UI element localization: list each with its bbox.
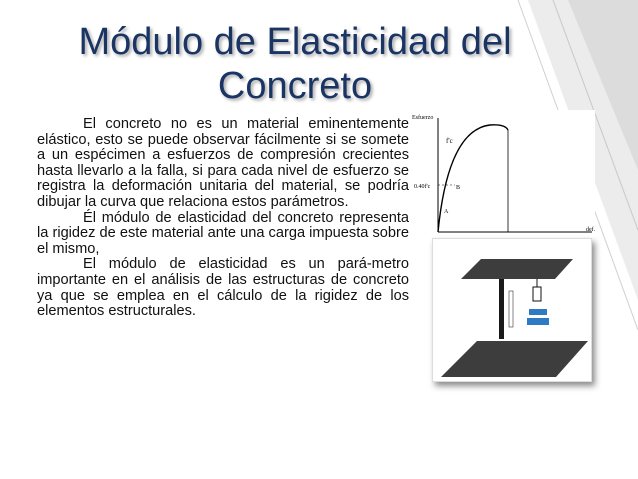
mid-label: 0.40f'c	[414, 184, 431, 190]
body-text	[37, 117, 409, 320]
spring	[533, 287, 541, 301]
peak-label: f'c	[446, 137, 453, 145]
title-line-2: Concreto	[217, 65, 373, 107]
y-axis-label: Esfuerzo	[412, 115, 434, 121]
x-axis-label: def.	[586, 227, 595, 233]
stress-strain-figure	[410, 110, 595, 235]
paragraph-3: El módulo de elasticidad es un pará-metro importante en el análisis de las estructuras de concreto ya que se emplea en el cálculo de la rigidez de los elementos estructurales.	[37, 256, 409, 320]
column	[499, 279, 504, 339]
weight-2	[527, 318, 549, 325]
slide-title	[40, 20, 550, 108]
weight-1	[529, 309, 547, 315]
paragraph-1: El concreto no es un material eminentemente elástico, esto se puede observar fácilmente si se somete a un espécimen a esfuerzos de compresión crecientes hasta llevarlo a la falla, si para cada nivel de esfuerzo se registra la deformación unitaria del material, se podría dibujar la curva que relaciona estos parámetros.	[37, 116, 409, 210]
point-b-label: B	[456, 185, 461, 191]
top-plate	[461, 259, 573, 279]
base-plate	[441, 341, 588, 377]
point-a-label: A	[444, 209, 449, 215]
scale-ruler	[509, 291, 513, 327]
title-line-1: Módulo de Elasticidad del	[78, 21, 512, 63]
paragraph-2: Él módulo de elasticidad del concreto representa la rigidez de este material ante una carga impuesta sobre el mismo,	[37, 209, 409, 257]
testing-apparatus-figure	[432, 238, 592, 382]
